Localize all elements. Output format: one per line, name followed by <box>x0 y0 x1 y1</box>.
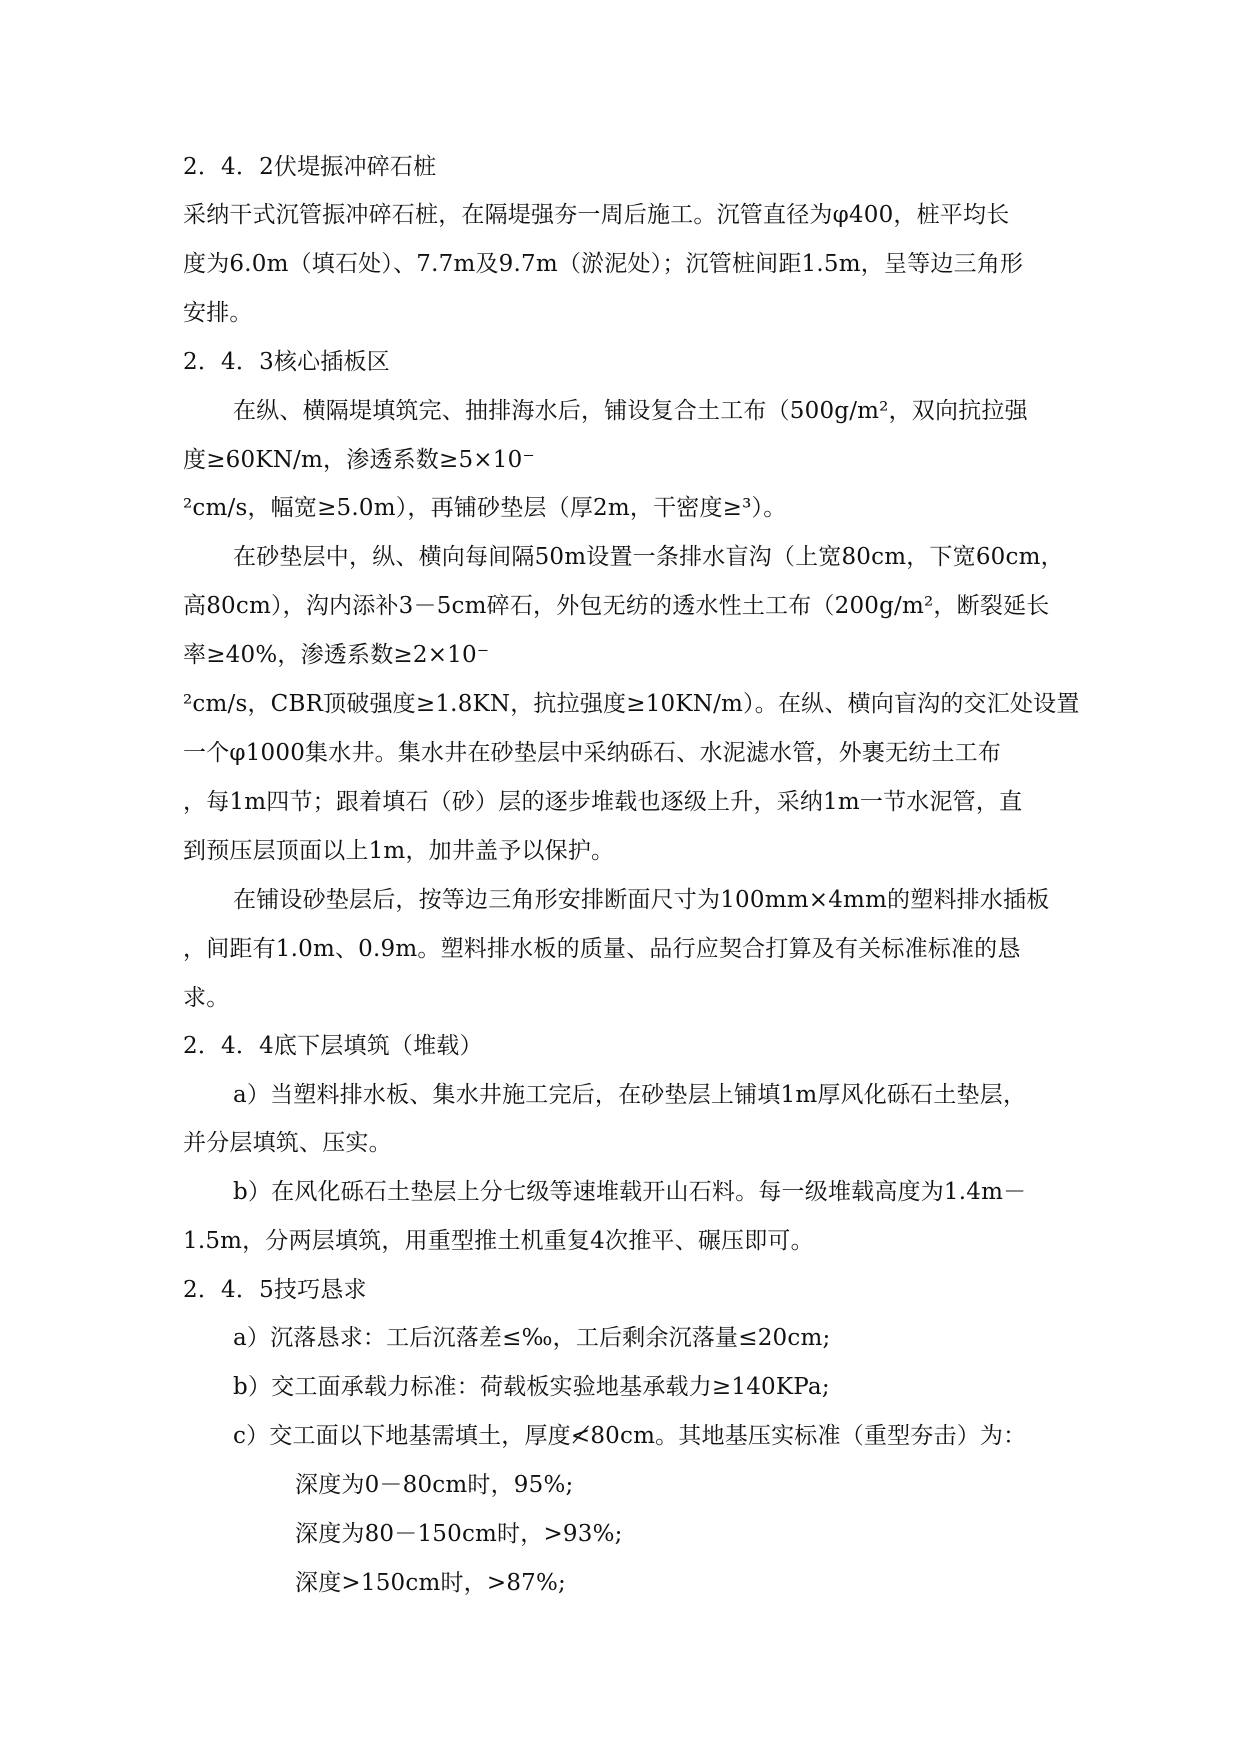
depth-standard-item: 深度为0－80cm时，95%; <box>295 1472 574 1498</box>
paragraph-line: 到预压层顶面以上1m，加井盖予以保护。 <box>183 838 615 864</box>
paragraph-line: 在铺设砂垫层后，按等边三角形安排断面尺寸为100mm×4mm的塑料排水插板 <box>233 887 1050 913</box>
paragraph-line: 采纳干式沉管振冲碎石桩，在隔堤强夯一周后施工。沉管直径为φ400，桩平均长 <box>183 202 1010 228</box>
section-heading-2-4-3: 2．4．3核心插板区 <box>183 349 390 375</box>
list-item-b: b）在风化砾石土垫层上分七级等速堆载开山石料。每一级堆载高度为1.4m－ <box>233 1179 1027 1205</box>
paragraph-line: ，每1m四节；跟着填石（砂）层的逐步堆载也逐级上升，采纳1m一节水泥管，直 <box>183 789 1023 815</box>
paragraph-line: 度为6.0m（填石处）、7.7m及9.7m（淤泥处）；沉管桩间距1.5m，呈等边三角形 <box>183 251 1024 277</box>
section-heading-2-4-5: 2．4．5技巧恳求 <box>183 1277 367 1303</box>
section-heading-2-4-2: 2．4．2伏堤振冲碎石桩 <box>183 154 437 180</box>
requirement-c: c）交工面以下地基需填土，厚度≮80cm。其地基压实标准（重型夯击）为： <box>233 1423 1027 1449</box>
depth-standard-item: 深度为80－150cm时，>93%; <box>295 1521 623 1547</box>
requirement-a: a）沉落恳求：工后沉落差≤‰，工后剩余沉落量≤20cm; <box>233 1325 831 1351</box>
paragraph-line: ²cm/s，幅宽≥5.0m），再铺砂垫层（厚2m，干密度≥³）。 <box>183 495 787 521</box>
paragraph-line: 安排。 <box>183 300 253 326</box>
paragraph-line: 高80cm），沟内添补3－5cm碎石，外包无纺的透水性土工布（200g/m²，断裂延长 <box>183 593 1050 619</box>
paragraph-line: 求。 <box>183 985 230 1011</box>
list-item-a: a）当塑料排水板、集水井施工完后，在砂垫层上铺填1m厚风化砾石土垫层， <box>233 1082 1027 1108</box>
paragraph-line: 在纵、横隔堤填筑完、抽排海水后，铺设复合土工布（500g/m²，双向抗拉强 <box>233 398 1028 424</box>
requirement-b: b）交工面承载力标准：荷载板实验地基承载力≥140KPa; <box>233 1374 830 1400</box>
paragraph-line: 并分层填筑、压实。 <box>183 1130 392 1156</box>
depth-standard-item: 深度>150cm时，>87%; <box>295 1570 567 1596</box>
paragraph-line: 在砂垫层中，纵、横向每间隔50m设置一条排水盲沟（上宽80cm，下宽60cm， <box>233 544 1064 570</box>
paragraph-line: ²cm/s，CBR顶破强度≥1.8KN，抗拉强度≥10KN/m）。在纵、横向盲沟的交汇处设置 <box>183 691 1080 717</box>
paragraph-line: 率≥40%，渗透系数≥2×10⁻ <box>183 642 490 668</box>
paragraph-line: ，间距有1.0m、0.9m。塑料排水板的质量、品行应契合打算及有关标准标准的恳 <box>183 936 1021 962</box>
paragraph-line: 一个φ1000集水井。集水井在砂垫层中采纳砾石、水泥滤水管，外裹无纺土工布 <box>183 740 1002 766</box>
section-heading-2-4-4: 2．4．4底下层填筑（堆载） <box>183 1033 483 1059</box>
paragraph-line: 度≥60KN/m，渗透系数≥5×10⁻ <box>183 447 535 473</box>
paragraph-line: 1.5m，分两层填筑，用重型推土机重复4次推平、碾压即可。 <box>183 1228 814 1254</box>
